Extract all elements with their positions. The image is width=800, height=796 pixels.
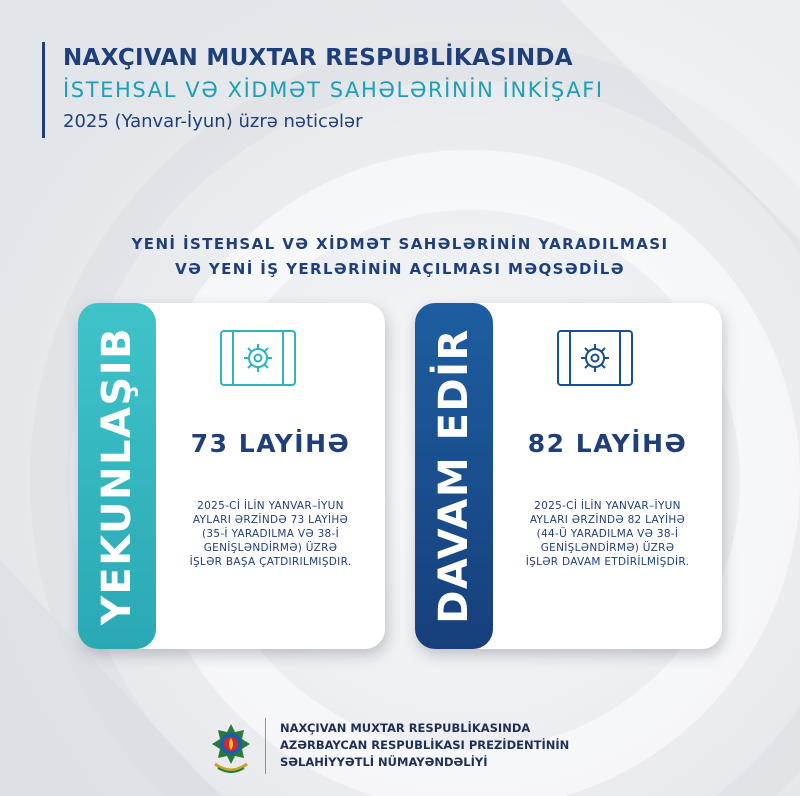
- gear-blueprint-icon: [552, 325, 638, 391]
- azerbaijan-emblem-icon: [206, 718, 256, 778]
- desc-line: 2025-Cİ İLİN YANVAR–İYUN: [534, 500, 681, 512]
- card-band: [415, 303, 493, 649]
- section-subtitle: [0, 232, 800, 282]
- header: [42, 42, 604, 138]
- band-label: DAVAM EDİR: [431, 328, 477, 624]
- footer-organization: [280, 720, 569, 771]
- card-completed: [78, 303, 385, 649]
- footer-line2: AZƏRBAYCAN RESPUBLİKASI PREZİDENTİNİN: [280, 738, 570, 752]
- header-subtitle: İSTEHSAL VƏ XİDMƏT SAHƏLƏRİNİN İNKİŞAFI: [63, 78, 604, 102]
- gear-blueprint-icon: [215, 325, 301, 391]
- desc-line: 2025-Cİ İLİN YANVAR–İYUN: [197, 500, 344, 512]
- header-title: NAXÇIVAN MUXTAR RESPUBLİKASINDA: [63, 45, 573, 71]
- footer-line1: NAXÇIVAN MUXTAR RESPUBLİKASINDA: [280, 721, 531, 735]
- desc-line: İŞLƏR DAVAM ETDİRİLMİŞDİR.: [525, 556, 690, 568]
- desc-line: GENİŞLƏNDİRMƏ) ÜZRƏ: [203, 542, 338, 554]
- desc-line: (44-Ü YARADILMA VƏ 38-İ: [536, 528, 679, 540]
- card-description: [499, 499, 716, 569]
- project-count: 82 LAYİHƏ: [527, 429, 688, 458]
- project-count: 73 LAYİHƏ: [190, 429, 351, 458]
- desc-line: İŞLƏR BAŞA ÇATDIRILMIŞDIR.: [189, 556, 352, 568]
- band-label: YEKUNLAŞIB: [94, 326, 140, 626]
- desc-line: AYLARI ƏRZİNDƏ 82 LAYİHƏ: [529, 514, 686, 526]
- desc-line: (35-İ YARADILMA VƏ 38-İ: [201, 528, 340, 540]
- section-subtitle-line1: YENİ İSTEHSAL VƏ XİDMƏT SAHƏLƏRİNİN YARADILMASI: [131, 235, 669, 253]
- card-ongoing: [415, 303, 722, 649]
- card-band: [78, 303, 156, 649]
- footer-line3: SƏLAHİYYƏTLİ NÜMAYƏNDƏLİYİ: [280, 755, 488, 769]
- desc-line: GENİŞLƏNDİRMƏ) ÜZRƏ: [540, 542, 675, 554]
- desc-line: AYLARI ƏRZİNDƏ 73 LAYİHƏ: [192, 514, 349, 526]
- footer-divider: [265, 718, 266, 774]
- header-period: 2025 (Yanvar-İyun) üzrə nəticələr: [63, 111, 363, 132]
- section-subtitle-line2: VƏ YENİ İŞ YERLƏRİNİN AÇILMASI MƏQSƏDİLƏ: [175, 260, 625, 278]
- card-description: [162, 499, 379, 569]
